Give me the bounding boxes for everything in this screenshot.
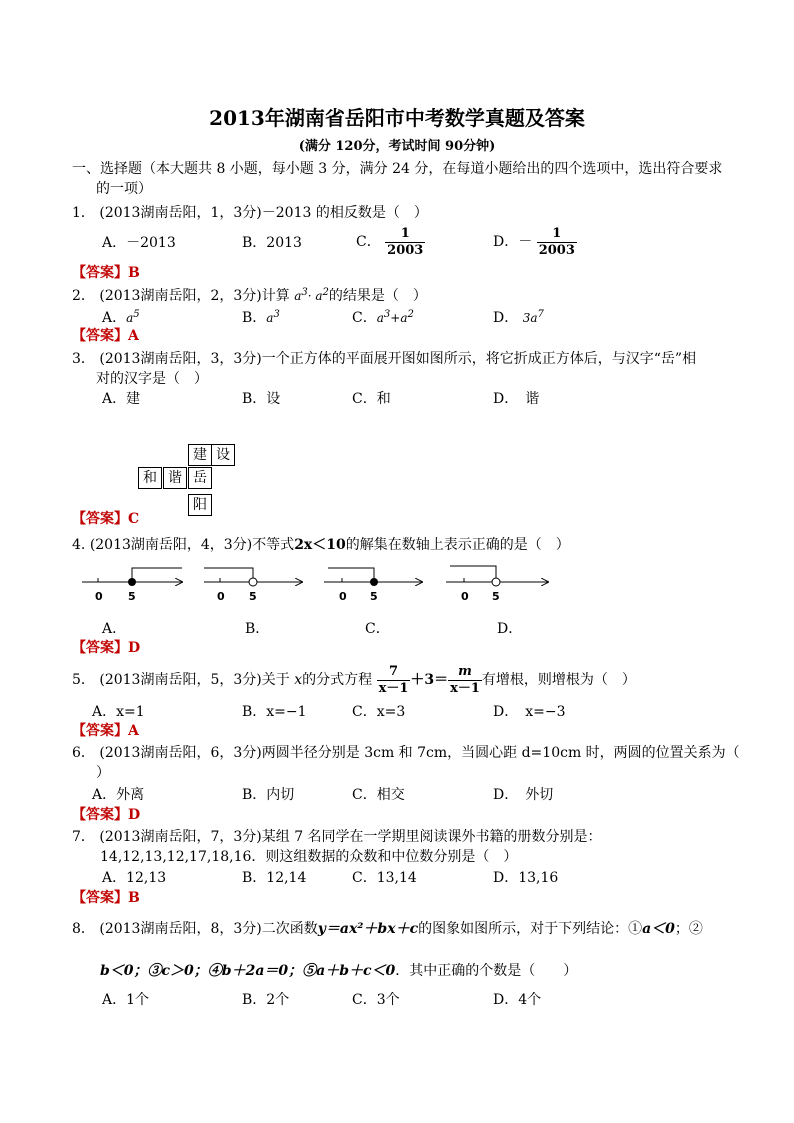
tick-label-five: 5 (492, 590, 500, 603)
q3-option-a: A．建 (102, 391, 141, 407)
q6-number: 6． (72, 745, 95, 761)
q1-option-d-fraction (537, 226, 577, 258)
q6-stem-line1 (72, 746, 740, 760)
fraction-numerator: m (448, 664, 482, 681)
q3-source: (2013湖南岳阳，3，3分) (99, 351, 262, 367)
q3-stem-line2: 对的汉字是（ ） (96, 371, 208, 387)
q5-option-c: C．x=3 (352, 704, 406, 720)
q8-option-d: D．4个 (493, 992, 542, 1008)
q1-option-c-fraction (385, 226, 425, 258)
q5-answer: 【答案】A (72, 723, 139, 739)
q5-fraction-1 (377, 664, 411, 696)
label: B． (242, 310, 267, 326)
q3-option-c: C．和 (352, 391, 391, 407)
q4-answer: 【答案】D (72, 640, 141, 656)
q1-number: 1． (72, 205, 95, 221)
tick-label-zero: 0 (461, 590, 469, 603)
q7-option-d: D．13,16 (493, 870, 559, 886)
q7-source: (2013湖南岳阳，7，3分) (99, 829, 262, 845)
q7-stem-line2: 14,12,13,12,17,18,16．则这组数据的众数和中位数分别是（ ） (100, 849, 518, 865)
q3-stem-line1 (72, 352, 696, 366)
exp-3: 3 (273, 309, 280, 320)
solid-dot (370, 578, 378, 586)
q7-option-c: C．13,14 (352, 870, 417, 886)
section-header-line2: 的一项） (96, 181, 152, 197)
fraction-denominator: x－1 (450, 680, 480, 696)
dot-op: · (307, 289, 312, 303)
q6-stem-line2: ） (96, 765, 110, 781)
net-cell-she: 设 (211, 444, 235, 466)
net-cell-yue: 岳 (188, 467, 212, 489)
q5-option-d: D． x=−3 (493, 704, 566, 720)
q2-answer: 【答案】A (72, 328, 139, 344)
q7-number: 7． (72, 829, 95, 845)
q2-option-b (242, 310, 280, 325)
exp-3: 3 (383, 309, 391, 320)
exp-3: 3 (301, 287, 308, 298)
q5-source: (2013湖南岳阳，5，3分) (99, 672, 262, 689)
q6-answer: 【答案】D (72, 807, 141, 823)
page-title: 2013年湖南省岳阳市中考数学真题及答案 (209, 106, 585, 130)
q2-source: (2013湖南岳阳，2，3分) (99, 288, 262, 304)
q4-text-b: 的解集在数轴上表示正确的是（ ） (345, 537, 570, 553)
q6-option-d: D． 外切 (493, 787, 554, 803)
q6-text: 两圆半径分别是 3cm 和 7cm，当圆心距 d=10cm 时，两圆的位置关系为（ (261, 745, 740, 761)
q3-number: 3． (72, 351, 95, 367)
var-a: a (266, 311, 274, 325)
q7-text: 某组 7 名同学在一学期里阅读课外书籍的册数分别是： (261, 829, 602, 845)
q1-option-a: A．－2013 (102, 235, 176, 251)
q8-option-c: C．3个 (352, 992, 400, 1008)
q5-equation-middle: ＋3＝ (410, 672, 449, 689)
q1-option-d-sign: － (518, 234, 533, 251)
plus-op: + (390, 311, 401, 325)
var-a: a (530, 311, 538, 325)
q8-text-a: 二次函数 (261, 921, 318, 937)
exp-2: 2 (407, 309, 414, 320)
q8-stem-line1 (72, 922, 703, 936)
q1-stem (72, 206, 428, 220)
q5-text-c: 有增根，则增根为（ ） (481, 672, 636, 689)
q6-option-b: B．内切 (242, 787, 295, 803)
tick-label-five: 5 (249, 590, 257, 603)
net-cell-yang: 阳 (188, 494, 212, 516)
label: A． (102, 310, 127, 326)
q2-option-d (493, 310, 544, 325)
q8-option-a: A．1个 (102, 992, 150, 1008)
q5-option-a: A．x=1 (92, 704, 145, 720)
number-line-b (204, 568, 302, 603)
q4-option-b: B． (245, 621, 270, 637)
q1-option-b: B．2013 (242, 235, 302, 251)
exp-2: 2 (322, 287, 329, 298)
q4-option-d: D． (497, 621, 523, 637)
tick-label-zero: 0 (217, 590, 225, 603)
var-a: a (126, 311, 134, 325)
q8-option-b: B．2个 (242, 992, 290, 1008)
net-cell-jian: 建 (188, 444, 212, 466)
q4-option-a: A． (102, 621, 127, 637)
q4-number-lines (70, 560, 560, 608)
q2-option-c (352, 310, 414, 325)
q3-option-d: D． 谐 (493, 391, 540, 407)
hollow-dot (492, 578, 500, 586)
q7-option-b: B．12,14 (242, 870, 307, 886)
q2-text-a: 计算 (261, 288, 290, 304)
q8-source: (2013湖南岳阳，8，3分) (99, 921, 262, 937)
q7-stem-line1 (72, 830, 602, 844)
q8-conclusion-2-label: ；② (674, 921, 703, 937)
q8-text-b: 的图象如图所示，对于下列结论：① (418, 921, 643, 937)
section-header-line1: 一、选择题（本大题共 8 小题，每小题 3 分，满分 24 分，在每道小题给出的四个选项中，选出符合要求 (72, 161, 723, 177)
tick-label-zero: 0 (95, 590, 103, 603)
page-subtitle: (满分 120分，考试时间 90分钟) (298, 139, 496, 154)
hollow-dot (249, 578, 257, 586)
var-a: a (400, 311, 408, 325)
q4-option-c: C． (365, 621, 390, 637)
q4-inequality: 2x＜10 (294, 537, 346, 553)
label: D． (493, 310, 519, 326)
q7-option-a: A．12,13 (102, 870, 167, 886)
q7-answer: 【答案】B (72, 890, 140, 906)
q4-stem (72, 538, 570, 552)
fraction-denominator: 2003 (387, 242, 424, 258)
q4-source: (2013湖南岳阳，4，3分) (89, 537, 253, 553)
q8-stem-line2 (100, 964, 577, 978)
q4-number: 4. (72, 537, 86, 553)
net-cell-xie: 谐 (163, 467, 187, 489)
q2-expression (294, 289, 329, 303)
q8-function: y＝ax²＋bx＋c (317, 921, 419, 937)
q6-option-c: C．相交 (352, 787, 405, 803)
q1-text: －2013 的相反数是（ ） (261, 205, 428, 221)
number-line-d (446, 566, 548, 603)
var-a: a (315, 289, 323, 303)
fraction-numerator: 1 (537, 226, 577, 243)
q8-number: 8． (72, 921, 95, 937)
fraction-denominator: x－1 (378, 680, 409, 696)
coef-3: 3 (522, 311, 531, 325)
q5-option-b: B．x=−1 (242, 704, 307, 720)
q6-source: (2013湖南岳阳，6，3分) (99, 745, 262, 761)
fraction-denominator: 2003 (538, 242, 575, 258)
q1-option-c (356, 226, 425, 258)
number-line-a (82, 568, 182, 603)
tick-label-five: 5 (370, 590, 378, 603)
q5-fraction-2 (448, 664, 482, 696)
fraction-numerator: 7 (377, 664, 411, 681)
net-cell-he: 和 (138, 467, 162, 489)
q4-text-a: 不等式 (252, 537, 295, 553)
q1-answer: 【答案】B (72, 265, 140, 281)
fraction-numerator: 1 (385, 226, 425, 243)
q2-text-b: 的结果是（ ） (328, 288, 427, 304)
q8-conclusions: b＜0；③c＞0；④b＋2a＝0；⑤a＋b＋c＜0 (100, 963, 396, 979)
q5-number: 5． (72, 672, 95, 689)
number-line-c (324, 568, 422, 603)
q5-text-b: 的分式方程 (302, 672, 373, 689)
q1-option-d (493, 226, 577, 258)
q1-option-d-label: D． (493, 234, 519, 251)
exp-7: 7 (537, 309, 544, 320)
q2-stem (72, 288, 427, 303)
var-a: a (294, 289, 302, 303)
q6-option-a: A．外离 (92, 787, 145, 803)
tick-label-zero: 0 (339, 590, 347, 603)
q8-text-tail: ．其中正确的个数是（ ） (395, 963, 578, 979)
q8-conclusion-1: a＜0 (642, 921, 675, 937)
q5-variable: x (294, 672, 303, 689)
q1-source: (2013湖南岳阳，1，3分) (99, 205, 262, 221)
var-a: a (376, 311, 384, 325)
q3-answer: 【答案】C (72, 511, 140, 527)
q1-option-c-label: C． (356, 234, 381, 251)
q2-number: 2． (72, 288, 95, 304)
exp-5: 5 (133, 309, 140, 320)
q3-option-b: B．设 (242, 391, 281, 407)
q5-stem (72, 664, 636, 696)
label: C． (352, 310, 377, 326)
solid-dot (128, 578, 136, 586)
q2-option-a (102, 310, 140, 325)
tick-label-five: 5 (128, 590, 136, 603)
q5-text-a: 关于 (261, 672, 290, 689)
q3-text: 一个正方体的平面展开图如图所示，将它折成正方体后，与汉字“岳”相 (261, 351, 697, 367)
